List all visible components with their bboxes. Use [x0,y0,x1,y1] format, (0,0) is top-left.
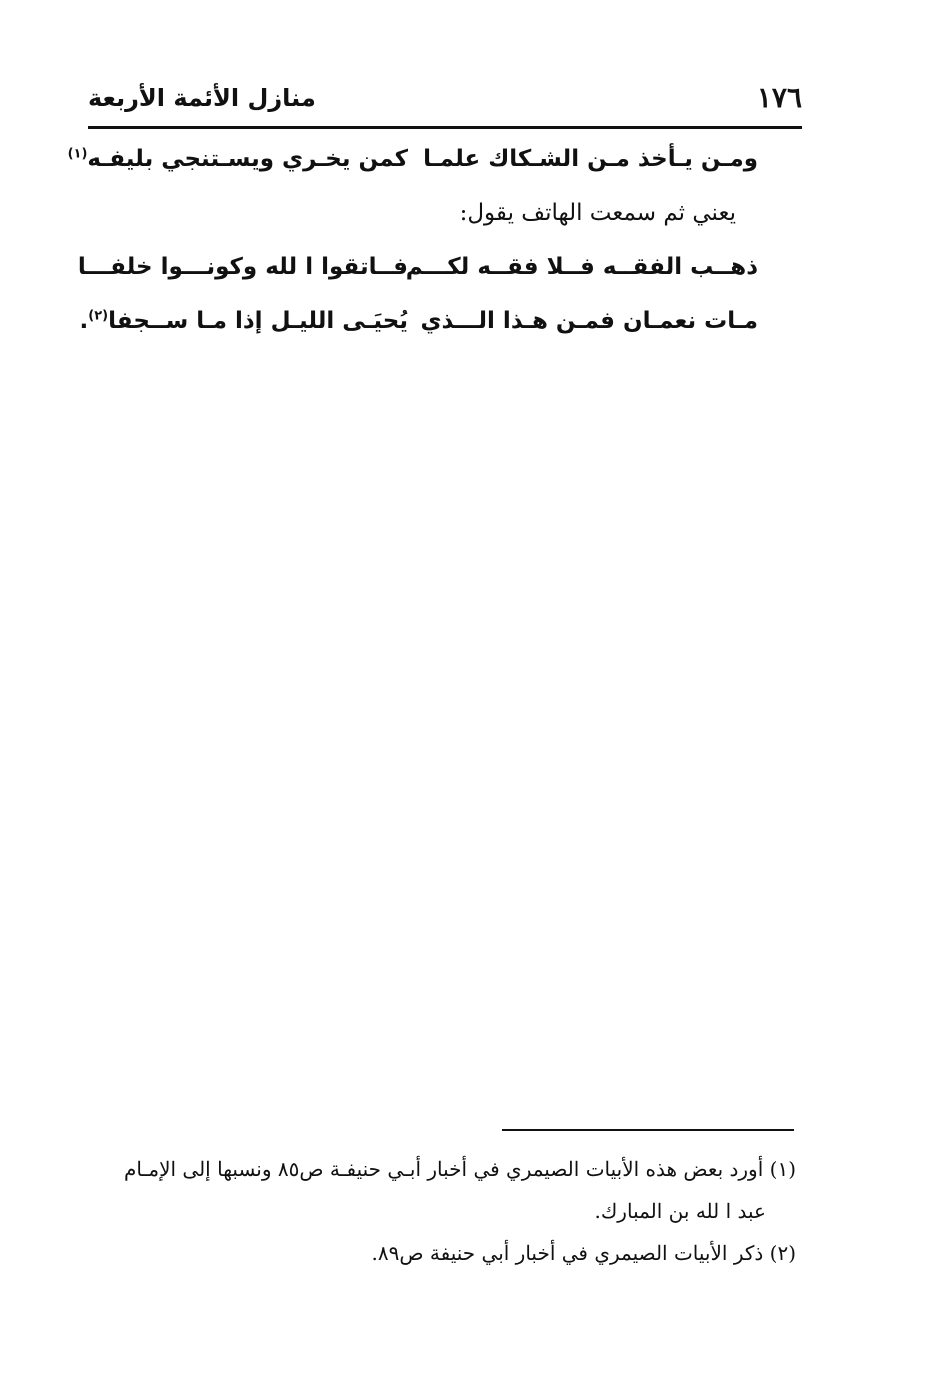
verse-3-second-hemistich [80,302,408,340]
footnote-1-line-2: عبد ا لله بن المبارك. [594,1199,766,1223]
prose-line: يعني ثم سمعت الهاتف يقول: [459,200,736,226]
verse-line-2 [77,248,766,302]
verse-3-trailing-period: . [79,308,89,334]
footnotes [80,1148,796,1274]
running-title: منازل الأئمة الأربعة [88,84,316,112]
footnote-2 [80,1232,796,1274]
verse-1-first-hemistich: ومـن يـأخذ مـن الشـكاك علمـا [423,146,758,172]
footnote-separator [502,1129,794,1131]
verse-line-3 [79,302,766,356]
verse-2-first-hemistich: ذهــب الفقــه فــلا فقــه لكـــم [405,254,758,280]
footnote-1-line-1: (١) أورد بعض هذه الأبيات الصيمري في أخبار أبـي حنيفـة ص٨٥ ونسبها إلى الإمـام [124,1157,796,1181]
verse-1-second-text: كمن يخـري ويسـتنجي بليفـه [87,146,408,172]
footnote-ref-2: (٢) [88,308,109,324]
page-number: ١٧٦ [756,81,802,114]
page-header [88,78,802,128]
verse-2-second-hemistich: فــاتقوا ا لله وكونـــوا خلفـــا [77,254,408,280]
verse-line-1 [67,140,766,194]
footnote-1 [80,1148,796,1232]
verse-1-second-hemistich [68,140,408,178]
header-rule [88,126,802,129]
verse-3-first-hemistich: مـات نعمـان فمـن هـذا الـــذي [420,308,758,334]
footnote-ref-1: (١) [67,146,88,162]
poem-block [67,140,766,356]
verse-3-second-text: يُحيَـى الليـل إذا مـا ســجفا [108,308,408,334]
footnote-2-line-1: (٢) ذكر الأبيات الصيمري في أخبار أبي حنيفة ص٨٩. [371,1241,796,1265]
